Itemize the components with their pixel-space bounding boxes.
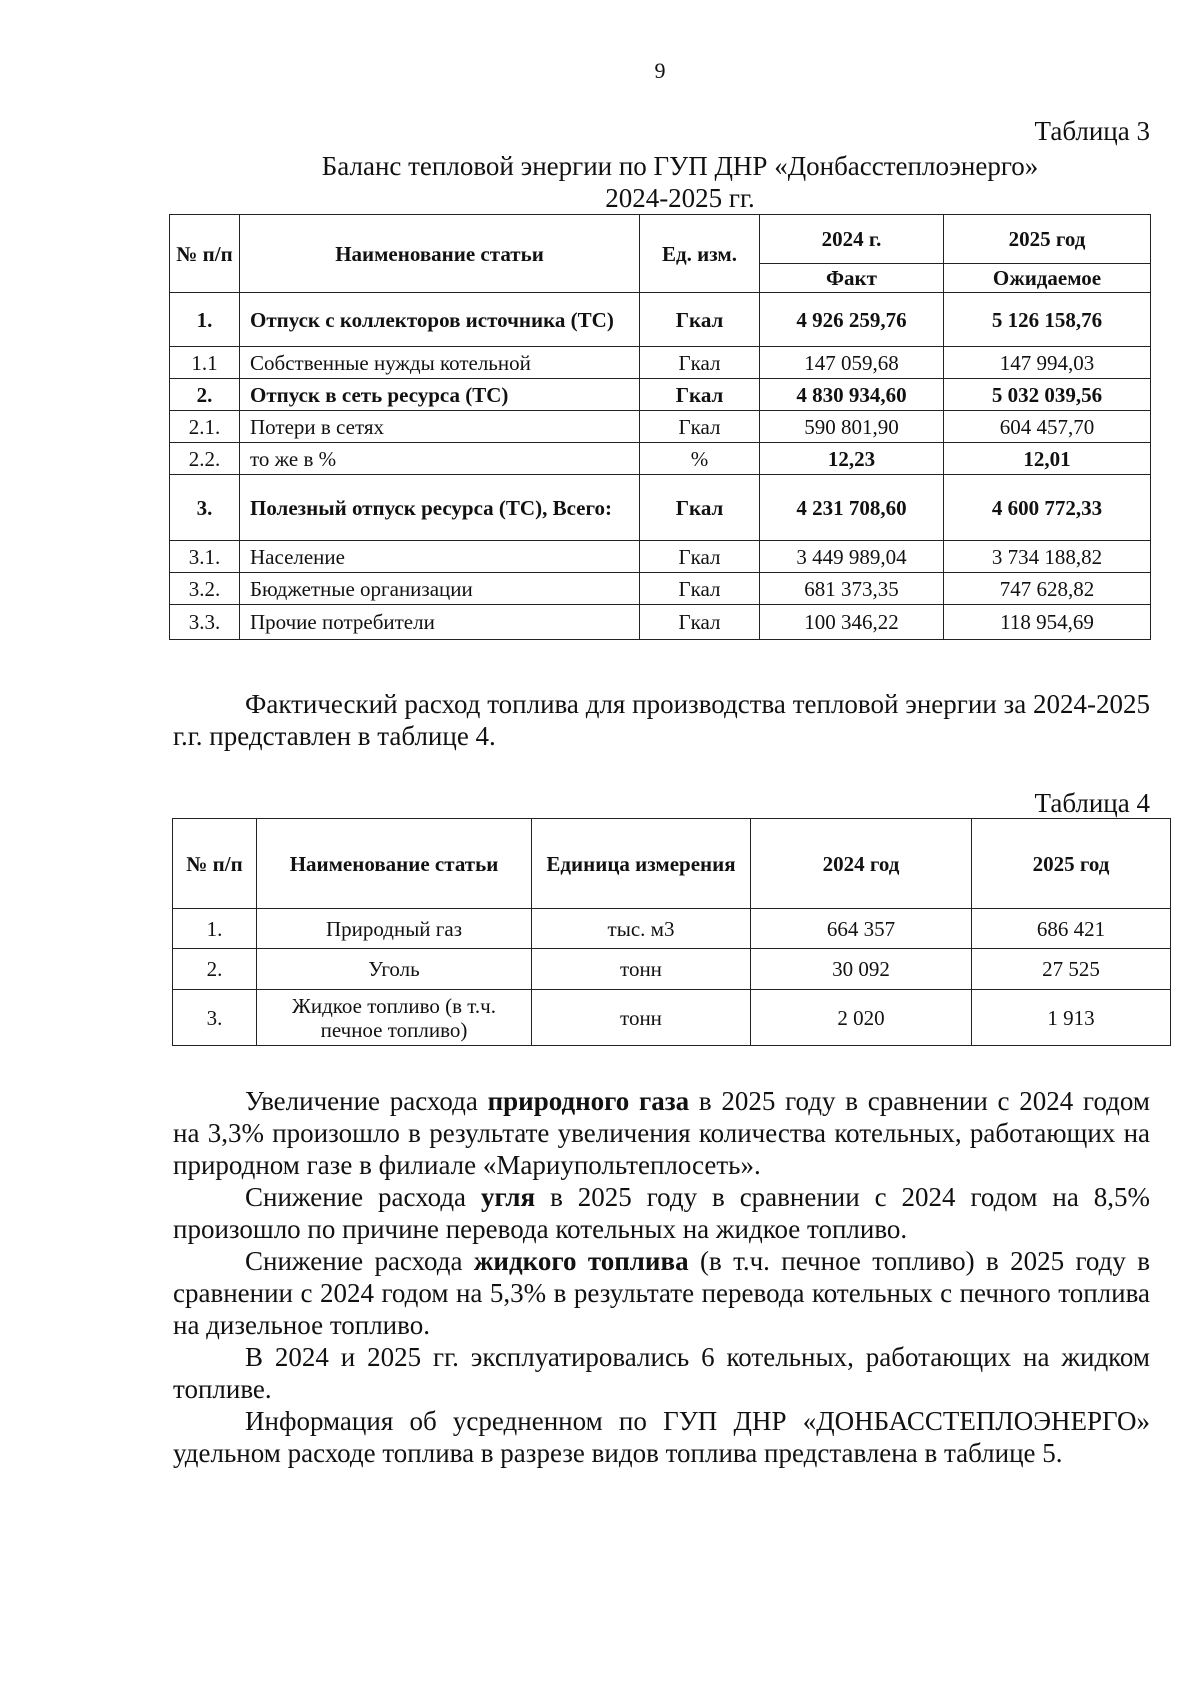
table3-header-unit: Ед. изм.: [640, 215, 760, 293]
table3-label: Таблица 3: [1034, 116, 1150, 146]
table-cell: 2.2.: [170, 443, 240, 475]
table-cell: 3.2.: [170, 573, 240, 605]
table-cell: 118 954,69: [944, 605, 1151, 640]
table4: [172, 818, 1171, 1046]
table-cell: 1.1: [170, 347, 240, 379]
table-cell: Бюджетные организации: [240, 573, 640, 605]
table-cell: 5 032 039,56: [944, 379, 1151, 411]
table-cell: Уголь: [257, 949, 532, 990]
table-row: [173, 909, 1171, 949]
table-cell: %: [640, 443, 760, 475]
table-cell: 4 926 259,76: [760, 293, 944, 347]
table-cell: Природный газ: [257, 909, 532, 949]
table-cell: 2 020: [751, 990, 972, 1046]
table-cell: 30 092: [751, 949, 972, 990]
table-row: [170, 475, 1151, 541]
table-cell: 747 628,82: [944, 573, 1151, 605]
table-row: [170, 605, 1151, 640]
table3-header-num: № п/п: [170, 215, 240, 293]
table3-title-line1: Баланс тепловой энергии по ГУП ДНР «Донбасстеплоэнерго»: [321, 151, 1039, 181]
table3-header-2025: 2025 год: [944, 215, 1151, 264]
table-cell: Прочие потребители: [240, 605, 640, 640]
table-cell: 1 913: [972, 990, 1171, 1046]
text-run: Снижение расхода: [245, 1246, 474, 1276]
table-cell: Жидкое топливо (в т.ч. печное топливо): [257, 990, 532, 1046]
table-cell: 3.3.: [170, 605, 240, 640]
table-cell: Потери в сетях: [240, 411, 640, 443]
table-row: [173, 949, 1171, 990]
text-run-bold: угля: [480, 1182, 536, 1212]
text-run: Снижение расхода: [245, 1182, 481, 1212]
table-cell: 604 457,70: [944, 411, 1151, 443]
table-cell: Гкал: [640, 541, 760, 573]
table3-title-line2: 2024-2025 гг.: [605, 183, 755, 213]
table-cell: 4 231 708,60: [760, 475, 944, 541]
table-cell: тонн: [532, 990, 751, 1046]
table-row: [170, 443, 1151, 475]
table-cell: тыс. м3: [532, 909, 751, 949]
table4-header-2024: 2024 год: [751, 819, 972, 909]
table-cell: 1.: [173, 909, 257, 949]
table-row: [170, 541, 1151, 573]
table-cell: 3 734 188,82: [944, 541, 1151, 573]
table-cell: 4 830 934,60: [760, 379, 944, 411]
page-number: 9: [654, 58, 666, 83]
table-cell: Гкал: [640, 347, 760, 379]
text-run: в 2025 году в сравнении с 2024 годом на 8,5% произошло по причине перевода котельных на жидкое топливо.: [173, 1182, 1150, 1244]
table-cell: 147 994,03: [944, 347, 1151, 379]
table-cell: Гкал: [640, 573, 760, 605]
table-cell: Гкал: [640, 293, 760, 347]
table-cell: Население: [240, 541, 640, 573]
paragraph-liquid-fuel: [173, 1245, 1150, 1341]
table-cell: 5 126 158,76: [944, 293, 1151, 347]
text-run-bold: жидкого топлива: [473, 1246, 689, 1276]
table-cell: 681 373,35: [760, 573, 944, 605]
table-cell: Отпуск в сеть ресурса (ТС): [240, 379, 640, 411]
text-run: (в т.ч. печное топливо) в 2025 году в сравнении с 2024 годом на 5,3% в результате перевода котельных с печного топлива на дизельное топливо.: [173, 1246, 1150, 1340]
table-cell: 2.1.: [170, 411, 240, 443]
text-run: в 2025 году в сравнении с 2024 годом на 3,3% произошло в результате увеличения количества котельных, работающих на природном газе в филиале «Мариупольтеплосеть».: [173, 1086, 1150, 1180]
table-cell: тонн: [532, 949, 751, 990]
table3: [169, 214, 1151, 640]
body-text: [173, 1085, 1150, 1469]
table-row: [173, 990, 1171, 1046]
table-cell: 3 449 989,04: [760, 541, 944, 573]
table-cell: Собственные нужды котельной: [240, 347, 640, 379]
table-cell: 100 346,22: [760, 605, 944, 640]
table-cell: 1.: [170, 293, 240, 347]
table-cell: Отпуск с коллекторов источника (ТС): [240, 293, 640, 347]
paragraph-boilers: В 2024 и 2025 гг. эксплуатировались 6 котельных, работающих на жидком топливе.: [173, 1342, 1150, 1404]
table3-header-2024: 2024 г.: [760, 215, 944, 264]
table4-header-num: № п/п: [173, 819, 257, 909]
table-row: [170, 293, 1151, 347]
table3-header-fact: Факт: [760, 264, 944, 293]
table4-header-unit: Единица измерения: [532, 819, 751, 909]
table3-header-name: Наименование статьи: [240, 215, 640, 293]
table-cell: 3.: [173, 990, 257, 1046]
text-run: Увеличение расхода: [245, 1086, 488, 1116]
table-cell: Полезный отпуск ресурса (ТС), Всего:: [240, 475, 640, 541]
table-row: [170, 347, 1151, 379]
paragraph-table5-reference: Информация об усредненном по ГУП ДНР «ДОНБАССТЕПЛОЭНЕРГО» удельном расходе топлива в разрезе видов топлива представлена в таблице 5.: [173, 1406, 1150, 1468]
table-cell: 4 600 772,33: [944, 475, 1151, 541]
table4-header-name: Наименование статьи: [257, 819, 532, 909]
table-cell: Гкал: [640, 379, 760, 411]
table-cell: то же в %: [240, 443, 640, 475]
table3-header-expected: Ожидаемое: [944, 264, 1151, 293]
table-row: [170, 411, 1151, 443]
paragraph-natural-gas: [173, 1085, 1150, 1181]
table-cell: 686 421: [972, 909, 1171, 949]
table-row: [170, 379, 1151, 411]
paragraph-fuel-consumption-intro: Фактический расход топлива для производства тепловой энергии за 2024-2025 г.г. представлен в таблице 4.: [173, 689, 1150, 751]
table-cell: 3.: [170, 475, 240, 541]
table-cell: 664 357: [751, 909, 972, 949]
text-run-bold: природного газа: [487, 1086, 690, 1116]
table4-header-2025: 2025 год: [972, 819, 1171, 909]
table-cell: 12,01: [944, 443, 1151, 475]
table-cell: 2.: [173, 949, 257, 990]
table-cell: 27 525: [972, 949, 1171, 990]
table-cell: 147 059,68: [760, 347, 944, 379]
table-cell: 2.: [170, 379, 240, 411]
table4-label: Таблица 4: [1034, 788, 1150, 818]
table-cell: 12,23: [760, 443, 944, 475]
table-row: [170, 573, 1151, 605]
table-cell: 590 801,90: [760, 411, 944, 443]
table-cell: Гкал: [640, 605, 760, 640]
table-cell: Гкал: [640, 475, 760, 541]
table-cell: 3.1.: [170, 541, 240, 573]
paragraph-coal: [173, 1181, 1150, 1245]
table-cell: Гкал: [640, 411, 760, 443]
